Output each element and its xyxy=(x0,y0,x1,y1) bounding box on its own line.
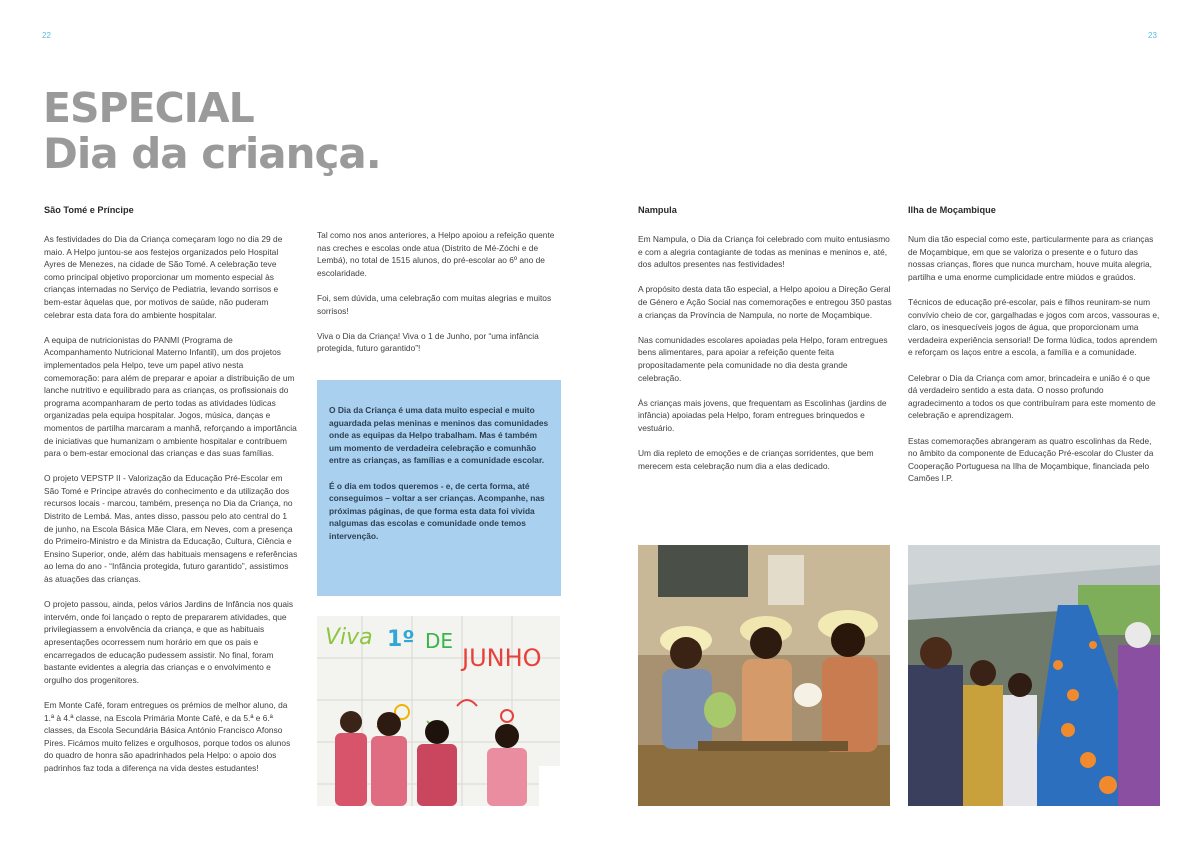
paragraph: Em Nampula, o Dia da Criança foi celebrado com muito entusiasmo e com a alegria contagiante de todas as meninas e meninos e, até, dos adultos presentes nas festividades! xyxy=(638,234,890,270)
paragraph: Viva o Dia da Criança! Viva o 1 de Junho, por “uma infância protegida, futuro garantido”! xyxy=(317,330,539,354)
section-sao-tome-continued xyxy=(317,229,565,368)
paragraph: Nas comunidades escolares apoiadas pela Helpo, foram entregues bens alimentares, para apoiar a refeição quente feita propositadamente pela comunidade no dia desta grande celebração. xyxy=(638,334,888,383)
paragraph: Num dia tão especial como este, particularmente para as crianças de Moçambique, em que se valoriza o presente e o futuro das nossas crianças, flores que nunca murcham, houve muita alegria, partilha e uma enorme cumplicidade entre miúdos e graúdos. xyxy=(908,234,1154,282)
paragraph: Foi, sem dúvida, uma celebração com muitas alegrias e muitos sorrisos! xyxy=(317,292,552,316)
photo-children-drawing-wall xyxy=(317,616,560,806)
paragraph: Celebrar o Dia da Criança com amor, brincadeira e união é o que dá verdadeiro sentido a esta data. O nosso profundo agradecimento a todos os que contribuíram para este momento de celebração e aprendizagem. xyxy=(908,372,1156,421)
banner-word-de: DE xyxy=(425,629,454,653)
paragraph: A equipa de nutricionistas do PANMI (Programa de Acompanhamento Nutricional Materno Infantil), um dos projetos implementados pela Helpo, teve um papel ativo nesta comemoração: para além de preparar e apoiar a distribuição de um lanche nutritivo e equilibrado para as crianças, os profissionais do programa acompanharam de perto todas as atividades lúdicas organizadas pela equipa hospitalar. Jogos, música, danças e momentos de partilha marcaram a manhã, reforçando a importância de iniciativas que humanizam o ambiente hospitalar e contribuem para o bem-estar emocional das crianças e das suas famílias. xyxy=(44,334,297,459)
paragraph: A propósito desta data tão especial, a Helpo apoiou a Direção Geral de Género e Ação Social nas comemorações e entregou 350 pastas a crianças da Província de Nampula, no norte de Moçambique. xyxy=(638,284,892,320)
paragraph: O projeto VEPSTP II - Valorização da Educação Pré-Escolar em São Tomé e Príncipe através do conhecimento e da utilização dos recursos locais - marcou, também, presença no Dia da Criança, no Distrito de Lembá. Mas, antes disso, passou pelo ato central do 1 de junho, na Escola Básica Mãe Clara, em Neves, com a presença do Primeiro-Ministro e da Ministra da Educação, Cultura, Ciência e Ensino Superior, onde, além das habituais mensagens e referências ao lema do ano - “Infância protegida, futuro garantido”, assistimos às atuações das crianças. xyxy=(44,473,298,585)
page-title-line1: ESPECIAL xyxy=(43,84,254,132)
section-heading: São Tomé e Príncipe xyxy=(44,205,134,215)
page-title-line2: Dia da criança. xyxy=(43,129,381,178)
callout-paragraph: É o dia em todos queremos - e, de certa forma, até conseguimos – voltar a ser crianças. Acompanhe, nas próximas páginas, de que forma esta data foi vivida nalgumas das escolas e comunidade onde temos intervenção. xyxy=(329,480,545,541)
paragraph: Um dia repleto de emoções e de crianças sorridentes, que bem merecem esta celebração num dia a elas dedicado. xyxy=(638,448,874,471)
photo-children-sun-hats xyxy=(638,545,890,806)
banner-word-first: 1º xyxy=(387,627,415,652)
section-ilha-de-mocambique xyxy=(908,204,1160,497)
paragraph: Às crianças mais jovens, que frequentam as Escolinhas (jardins de infância) apoiadas pela Helpo, foram entregues brinquedos e vestuário. xyxy=(638,397,887,433)
page-title xyxy=(43,86,381,178)
page-number-right: 23 xyxy=(1148,31,1157,40)
page-number-left: 22 xyxy=(42,31,51,40)
paragraph: Estas comemorações abrangeram as quatro escolinhas da Rede, no âmbito da componente de Educação Pré-escolar do Cluster da Cooperação Portuguesa na Ilha de Moçambique, financiada pelo Camões I.P. xyxy=(908,435,1154,484)
paragraph: Em Monte Café, foram entregues os prémios de melhor aluno, da 1.ª à 4.ª classe, na Escola Primária Monte Café, e da 5.ª e 6.ª classes, da Escola Secundária Básica António Francisco Afonso Pires. Ficámos muito felizes e orgulhosos, porque todos os alunos do quadro de honra são apadrinhados pela Helpo: o apoio dos padrinhos faz toda a diferença na vida destes estudantes! xyxy=(44,699,291,773)
section-heading: Nampula xyxy=(638,205,677,215)
section-sao-tome xyxy=(44,204,298,787)
paragraph: Tal como nos anos anteriores, a Helpo apoiou a refeição quente nas creches e escolas onde atua (Distrito de Mé-Zóchi e de Lembá), no total de 1515 alunos, do pré-escolar ao 6º ano de escolaridade. xyxy=(317,230,555,278)
callout-paragraph: O Dia da Criança é uma data muito especial e muito aguardada pelas meninas e meninos das comunidades onde as equipas da Helpo trabalham. Mas é também um momento de verdadeira celebração e comunhão entre as crianças, as famílias e a comunidade escolar. xyxy=(329,405,549,466)
section-heading: Ilha de Moçambique xyxy=(908,205,996,215)
highlight-callout xyxy=(317,380,561,596)
paragraph: Técnicos de educação pré-escolar, pais e filhos reuniram-se num convívio cheio de cor, gargalhadas e jogos com arcos, vassouras e, claro, os inesquecíveis jogos de água, que proporcionam uma verdadeira experiência sensorial! De forma lúdica, todos aprendem e reforçam os laços entre a escola, a família e a comunidade. xyxy=(908,296,1160,358)
banner-word-junho: JUNHO xyxy=(462,644,542,672)
paragraph: O projeto passou, ainda, pelos vários Jardins de Infância nos quais intervém, onde foi lançado o repto de prepararem atividades, que privilegiassem a envolvência da criança, e que as habituais apresentações ocorressem num horário em que os pais e encarregados de educação pudessem assistir. No final, foram bastante evidentes a alegria das crianças e o envolvimento e orgulho dos progenitores. xyxy=(44,599,294,685)
section-nampula xyxy=(638,204,892,485)
photo-community-meal xyxy=(908,545,1160,806)
paragraph: As festividades do Dia da Criança começaram logo no dia 29 de maio. A Helpo juntou-se aos festejos organizados pelo Hospital Ayres de Menezes, na cidade de São Tomé. A celebração teve como principal objetivo proporcionar um momento especial às crianças internadas no Serviço de Pediatria, levando sorrisos e bem-estar àquelas que, por motivos de saúde, não puderam celebrar esta data fora do ambiente hospitalar. xyxy=(44,234,283,320)
banner-word-viva: Viva xyxy=(325,625,373,650)
